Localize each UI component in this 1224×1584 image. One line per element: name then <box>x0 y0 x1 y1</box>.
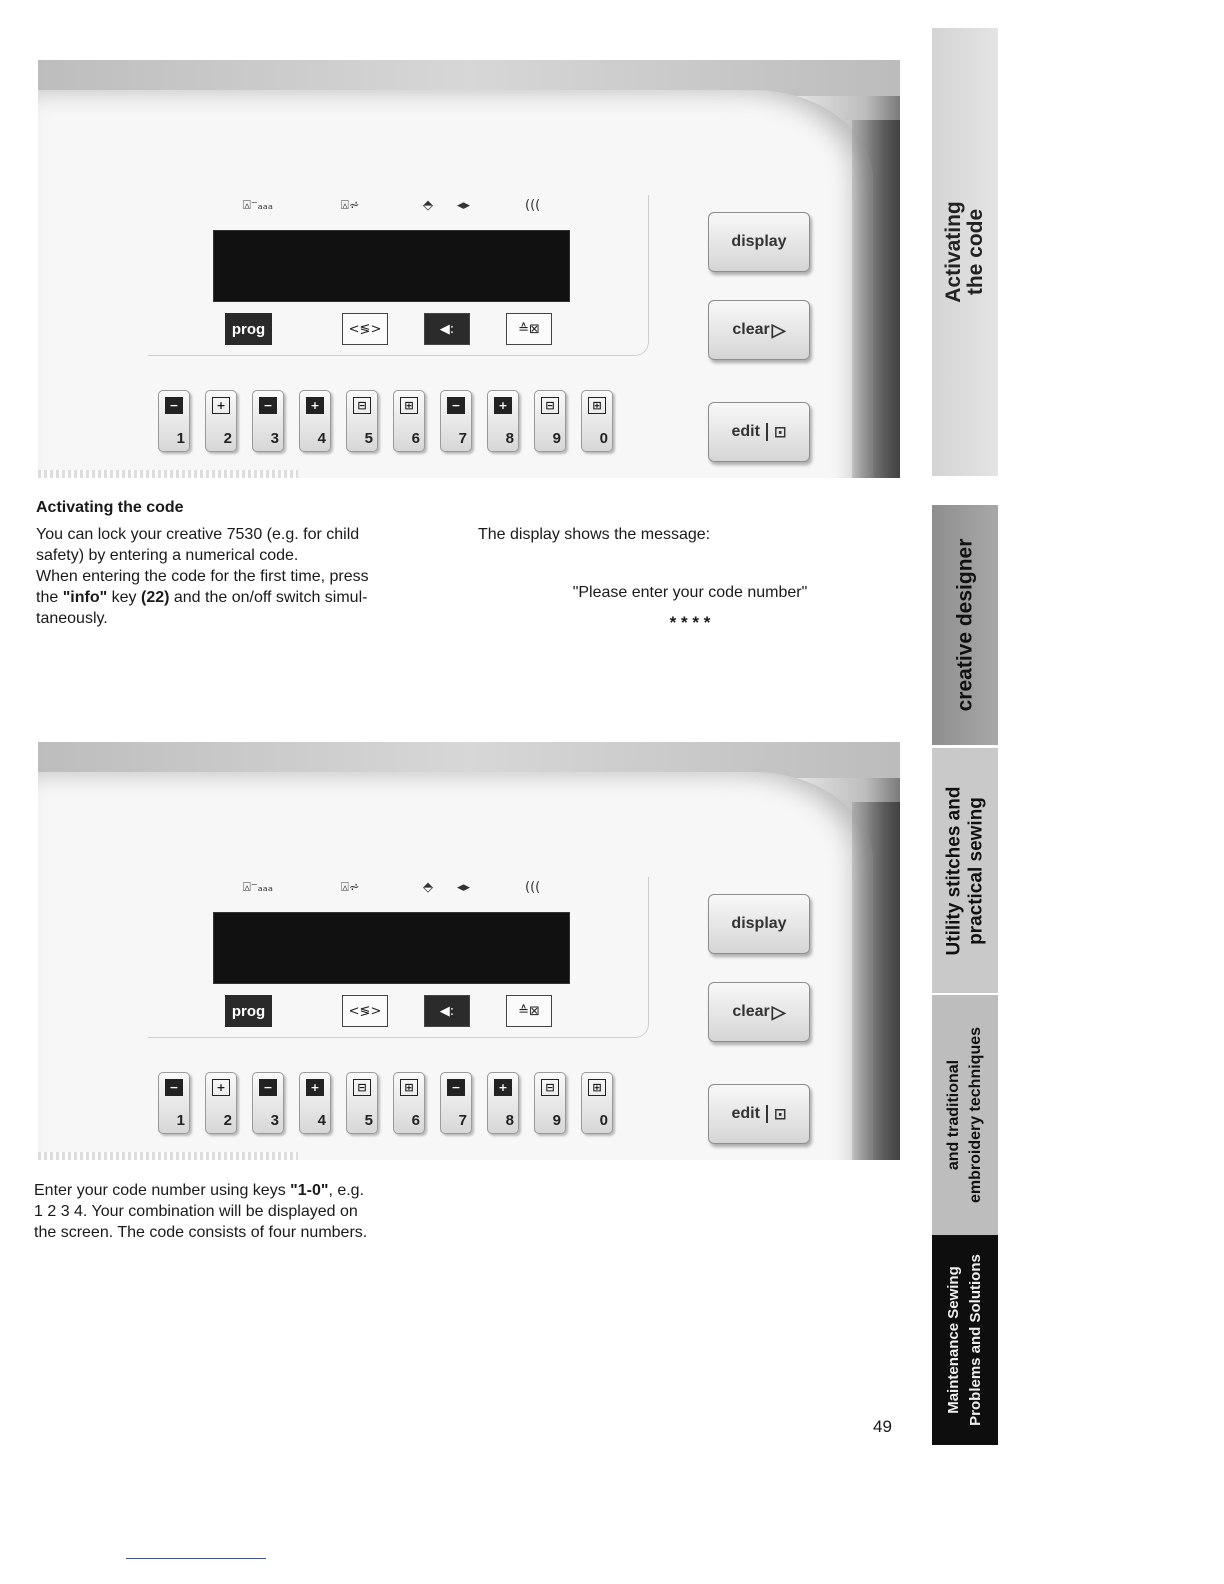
minus-icon: − <box>447 1079 465 1096</box>
tab-label-line: and traditional <box>945 1059 963 1171</box>
code-stars: * * * * <box>669 613 711 632</box>
plus-icon: + <box>494 397 512 414</box>
number-key-6[interactable] <box>393 1072 425 1134</box>
clear-button-label: clear <box>732 321 770 338</box>
number-key-7[interactable] <box>440 1072 472 1134</box>
lcd-screen <box>213 230 570 302</box>
sound-icon: ((( <box>525 880 541 895</box>
number-key-0[interactable] <box>581 1072 613 1134</box>
prog-button[interactable]: prog <box>225 995 272 1027</box>
stitch-symbol-icon: ⍓⩫ <box>341 198 360 213</box>
info-key-ref: "info" <box>62 589 108 606</box>
tab-label <box>943 1254 987 1426</box>
clear-button-label: clear <box>732 1003 770 1020</box>
mirror-icon: ◂▸ <box>457 198 471 213</box>
tab-label-line: Problems and Solutions <box>967 1254 984 1426</box>
text-run: , e.g. <box>328 1182 365 1199</box>
key-number: 5 <box>364 1112 373 1129</box>
clear-button[interactable] <box>708 300 810 360</box>
text-run: the <box>36 589 63 606</box>
stitch-width-icon[interactable]: <≶> <box>342 995 388 1027</box>
key-number: 8 <box>505 430 514 447</box>
key-number: 9 <box>552 1112 561 1129</box>
display-message: "Please enter your code number" <box>572 584 808 601</box>
stitch-length-icon[interactable]: ◀: <box>424 995 470 1027</box>
key-number: 7 <box>458 1112 467 1129</box>
lcd-screen <box>213 912 570 984</box>
edit-button-label: edit <box>731 1105 760 1122</box>
table-surface <box>38 1152 298 1160</box>
number-keys <box>158 1072 638 1136</box>
display-button-label: display <box>731 915 787 932</box>
tab-activating-the-code[interactable] <box>932 28 998 476</box>
page-number: 49 <box>873 1417 892 1436</box>
number-key-8[interactable] <box>487 390 519 452</box>
minus-box-icon: ⊟ <box>541 397 559 414</box>
key-number: 1 <box>176 1112 185 1129</box>
table-surface <box>38 470 298 478</box>
key-number: 6 <box>411 1112 420 1129</box>
number-key-8[interactable] <box>487 1072 519 1134</box>
paragraph-line <box>36 587 456 608</box>
casing-edge-shadow <box>852 802 900 1160</box>
tab-label <box>943 1027 987 1203</box>
balance-icon[interactable]: ≙⊠ <box>506 995 552 1027</box>
key-number: 0 <box>599 1112 608 1129</box>
machine-icon: ⊡ <box>766 423 787 441</box>
key-number: 4 <box>317 1112 326 1129</box>
number-key-4[interactable] <box>299 390 331 452</box>
footer-rule <box>126 1558 266 1559</box>
edit-button[interactable] <box>708 1084 810 1144</box>
stitch-length-icon[interactable]: ◀: <box>424 313 470 345</box>
tab-label <box>943 201 987 303</box>
clear-button[interactable] <box>708 982 810 1042</box>
paragraph-line: the screen. The code consists of four numbers. <box>34 1224 368 1241</box>
tab-label-line: Activating <box>942 201 966 303</box>
key-number: 2 <box>223 430 232 447</box>
number-key-7[interactable] <box>440 390 472 452</box>
number-key-5[interactable] <box>346 1072 378 1134</box>
number-key-9[interactable] <box>534 390 566 452</box>
number-key-1[interactable] <box>158 390 190 452</box>
needle-position-icon: ⬘ <box>423 880 433 895</box>
plus-box-icon: ⊞ <box>588 1079 606 1096</box>
text-run: Enter your code number using keys <box>34 1182 291 1199</box>
key-number: 6 <box>411 430 420 447</box>
number-key-4[interactable] <box>299 1072 331 1134</box>
sound-icon: ((( <box>525 198 541 213</box>
minus-icon: − <box>447 397 465 414</box>
stitch-symbol-icon: ⍓⁻ₐₐₐ <box>243 880 273 895</box>
minus-icon: − <box>259 397 277 414</box>
clear-arrow-icon: ▷ <box>771 319 786 340</box>
tab-label-line: embroidery techniques <box>967 1026 985 1204</box>
key-number: 2 <box>223 1112 232 1129</box>
paragraph-line <box>34 1180 454 1201</box>
tab-label-line: the code <box>964 208 988 296</box>
text-run: key <box>107 589 141 606</box>
plus-box-icon: ⊞ <box>588 397 606 414</box>
balance-icon[interactable]: ≙⊠ <box>506 313 552 345</box>
tab-label-line: practical sewing <box>965 796 987 945</box>
tab-label-line: Utility stitches and <box>943 786 965 955</box>
display-button[interactable] <box>708 894 810 954</box>
key-number: 4 <box>317 430 326 447</box>
plus-icon: + <box>494 1079 512 1096</box>
plus-icon: + <box>212 1079 230 1096</box>
clear-arrow-icon: ▷ <box>771 1001 786 1022</box>
mirror-icon: ◂▸ <box>457 880 471 895</box>
number-key-3[interactable] <box>252 1072 284 1134</box>
edit-button[interactable] <box>708 402 810 462</box>
key-number: 3 <box>270 1112 279 1129</box>
section-heading: Activating the code <box>36 499 184 516</box>
minus-box-icon: ⊟ <box>541 1079 559 1096</box>
tab-label: creative designer <box>953 538 977 712</box>
prog-button[interactable]: prog <box>225 313 272 345</box>
plus-box-icon: ⊞ <box>400 397 418 414</box>
machine-photo-1 <box>38 60 900 478</box>
minus-box-icon: ⊟ <box>353 1079 371 1096</box>
key-number: 0 <box>599 430 608 447</box>
key-number: 1 <box>176 430 185 447</box>
lcd-symbol-row <box>243 880 563 900</box>
display-intro: The display shows the message: <box>478 526 711 543</box>
paragraph-line: taneously. <box>36 610 108 627</box>
number-key-6[interactable] <box>393 390 425 452</box>
plus-box-icon: ⊞ <box>400 1079 418 1096</box>
key-number: 8 <box>505 1112 514 1129</box>
minus-icon: − <box>165 1079 183 1096</box>
lcd-symbol-row <box>243 198 563 218</box>
number-key-2[interactable] <box>205 390 237 452</box>
minus-icon: − <box>165 397 183 414</box>
tab-utility-stitches[interactable] <box>932 748 998 993</box>
number-key-3[interactable] <box>252 390 284 452</box>
number-key-0[interactable] <box>581 390 613 452</box>
number-keys <box>158 390 638 454</box>
minus-box-icon: ⊟ <box>353 397 371 414</box>
number-key-1[interactable] <box>158 1072 190 1134</box>
number-key-2[interactable] <box>205 1072 237 1134</box>
tab-label <box>943 786 987 955</box>
key-number: 9 <box>552 430 561 447</box>
tab-maintenance[interactable] <box>932 1235 998 1445</box>
stitch-width-icon[interactable]: <≶> <box>342 313 388 345</box>
number-key-9[interactable] <box>534 1072 566 1134</box>
machine-icon: ⊡ <box>766 1105 787 1123</box>
key-number: 3 <box>270 430 279 447</box>
keys-ref: "1-0" <box>290 1182 329 1199</box>
tab-creative-designer[interactable] <box>932 505 998 745</box>
intro-paragraph <box>36 524 456 629</box>
display-button-label: display <box>731 233 787 250</box>
plus-icon: + <box>212 397 230 414</box>
display-button[interactable] <box>708 212 810 272</box>
casing-edge-shadow <box>852 120 900 478</box>
tab-label-line: Maintenance Sewing <box>945 1266 962 1414</box>
enter-code-paragraph <box>34 1180 454 1243</box>
tab-embroidery-techniques[interactable] <box>932 995 998 1235</box>
minus-icon: − <box>259 1079 277 1096</box>
paragraph-line: 1 2 3 4. Your combination will be displayed on <box>34 1203 358 1220</box>
paragraph-line: safety) by entering a numerical code. <box>36 547 299 564</box>
key-number-ref: (22) <box>140 589 170 606</box>
stitch-symbol-icon: ⍓⩫ <box>341 880 360 895</box>
text-run: and the on/off switch simul- <box>169 589 368 606</box>
number-key-5[interactable] <box>346 390 378 452</box>
needle-position-icon: ⬘ <box>423 198 433 213</box>
stitch-symbol-icon: ⍓⁻ₐₐₐ <box>243 198 273 213</box>
edit-button-label: edit <box>731 423 760 440</box>
paragraph-line: When entering the code for the first time, press <box>36 568 369 585</box>
paragraph-line: You can lock your creative 7530 (e.g. for child <box>36 526 360 543</box>
plus-icon: + <box>306 397 324 414</box>
key-number: 7 <box>458 430 467 447</box>
machine-photo-2 <box>38 742 900 1160</box>
key-number: 5 <box>364 430 373 447</box>
plus-icon: + <box>306 1079 324 1096</box>
